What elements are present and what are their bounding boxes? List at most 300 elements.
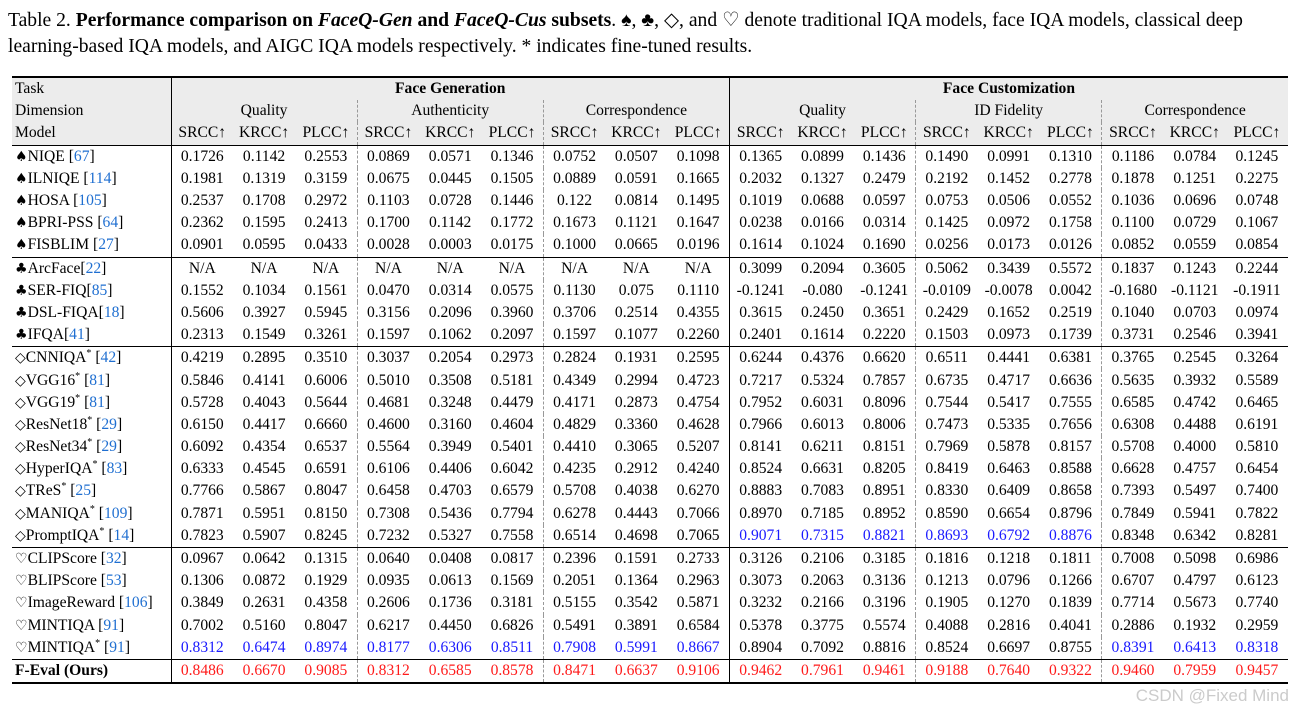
score-cell-ours: 0.7959 xyxy=(1164,659,1226,683)
score-cell: 0.6013 xyxy=(801,415,844,433)
score-cell: 0.6735 xyxy=(925,371,969,389)
score-cell: 0.3775 xyxy=(801,616,844,634)
citation-link[interactable]: 109 xyxy=(103,504,128,522)
dimension-header: Authenticity xyxy=(357,100,543,122)
score-cell: 0.0507 xyxy=(605,145,667,168)
citation-link[interactable]: 29 xyxy=(101,415,117,433)
score-cell-ours: 0.7640 xyxy=(978,659,1040,683)
model-name: ◇PromptIQA* [14] xyxy=(12,525,171,548)
score-cell: 0.4171 xyxy=(553,393,596,411)
score-cell: 0.8693 xyxy=(925,526,969,544)
finetuned-marker: * xyxy=(75,392,81,404)
score-cell: 0.8318 xyxy=(1235,638,1279,656)
score-cell: 0.0591 xyxy=(614,169,658,187)
citation-link[interactable]: 29 xyxy=(101,438,117,456)
score-cell: 0.5951 xyxy=(242,504,286,522)
citation-link[interactable]: 106 xyxy=(124,594,148,612)
score-cell: 0.0042 xyxy=(1040,280,1102,302)
model-name-text: NIQE xyxy=(27,147,65,165)
score-cell: 0.1929 xyxy=(295,570,357,592)
table-row xyxy=(12,458,1288,480)
score-cell: 0.2192 xyxy=(925,169,969,187)
score-cell: 0.6631 xyxy=(801,460,844,478)
score-cell: 0.1495 xyxy=(667,190,729,212)
score-cell: 0.4479 xyxy=(481,392,543,414)
score-cell: 0.0688 xyxy=(801,192,844,210)
score-cell: 0.6454 xyxy=(1235,460,1279,478)
score-cell: 0.4376 xyxy=(791,347,853,370)
model-name: ♣SER-FIQ[85] xyxy=(12,280,171,302)
score-cell: 0.2260 xyxy=(667,324,729,347)
model-name-text: CNNIQA xyxy=(25,349,87,367)
table-row xyxy=(12,392,1288,414)
score-cell: 0.6465 xyxy=(1235,393,1279,411)
score-cell: 0.1036 xyxy=(1111,192,1155,210)
citation-link[interactable]: 114 xyxy=(88,169,112,187)
score-cell: 0.6792 xyxy=(987,526,1031,544)
score-cell: 0.5327 xyxy=(428,526,472,544)
table-row xyxy=(12,145,1288,168)
score-cell: 0.7083 xyxy=(801,482,844,500)
metric-header: PLCC↑ xyxy=(295,122,357,145)
score-cell: 0.0974 xyxy=(1235,303,1279,321)
score-cell: -0.1241 xyxy=(854,280,916,302)
score-cell: 0.4406 xyxy=(428,460,472,478)
score-cell: 0.8330 xyxy=(925,482,969,500)
score-cell: 0.2973 xyxy=(481,347,543,370)
score-cell: 0.8755 xyxy=(1040,637,1102,660)
score-cell-ours: 0.8471 xyxy=(543,659,605,683)
model-name-text: VGG19 xyxy=(25,393,76,411)
score-cell: 0.5098 xyxy=(1164,547,1226,570)
citation-link[interactable]: 53 xyxy=(105,572,122,590)
score-cell: 0.0854 xyxy=(1235,236,1279,254)
score-cell: 0.2537 xyxy=(180,192,224,210)
score-cell: 0.8047 xyxy=(295,615,357,637)
caption-label: Table 2. xyxy=(8,10,71,31)
score-cell: 0.5207 xyxy=(667,436,729,458)
score-cell: 0.6537 xyxy=(295,436,357,458)
model-category-symbol: ◇ xyxy=(15,461,26,478)
citation-link[interactable]: 41 xyxy=(69,326,85,344)
score-cell: 0.8524 xyxy=(925,638,969,656)
score-cell: 0.2631 xyxy=(242,594,286,612)
score-cell: N/A xyxy=(605,257,667,280)
score-cell: 0.0696 xyxy=(1173,192,1217,210)
score-cell: 0.5497 xyxy=(1173,482,1217,500)
score-cell: 0.1142 xyxy=(233,145,295,168)
score-cell: 0.1110 xyxy=(667,280,729,302)
score-cell: 0.6591 xyxy=(295,458,357,480)
score-cell: 0.7558 xyxy=(481,525,543,548)
score-cell: 0.7822 xyxy=(1235,504,1279,522)
model-name-text: ILNIQE xyxy=(27,169,80,187)
score-cell: 0.0408 xyxy=(419,547,481,570)
score-cell: 0.0445 xyxy=(428,169,472,187)
score-cell: 0.0314 xyxy=(854,212,916,234)
citation-link[interactable]: 81 xyxy=(89,393,105,411)
score-cell: 0.1319 xyxy=(242,169,286,187)
score-cell: 0.3651 xyxy=(854,302,916,324)
score-cell: 0.2972 xyxy=(295,190,357,212)
model-name: ◇HyperIQA* [83] xyxy=(12,458,171,480)
table-caption xyxy=(8,8,1290,60)
score-cell: 0.7794 xyxy=(481,503,543,525)
model-category-symbol: ◇ xyxy=(15,372,26,389)
table-row xyxy=(12,168,1288,190)
score-cell: 0.1315 xyxy=(295,547,357,570)
model-name: ♠HOSA [105] xyxy=(12,190,171,212)
model-name-text: HyperIQA xyxy=(25,460,93,478)
score-cell: 0.6006 xyxy=(295,369,357,391)
score-cell: 0.4681 xyxy=(366,393,410,411)
score-cell: 0.1597 xyxy=(366,326,410,344)
finetuned-marker: * xyxy=(75,370,81,382)
model-name: ♡BLIPScore [53] xyxy=(12,570,171,592)
citation-link[interactable]: 91 xyxy=(109,638,125,656)
score-cell: 0.8951 xyxy=(854,480,916,502)
score-cell: 0.1837 xyxy=(1102,257,1164,280)
model-category-symbol: ♡ xyxy=(15,617,28,634)
citation-link[interactable]: 22 xyxy=(85,259,102,277)
citation-link[interactable]: 81 xyxy=(89,371,105,389)
score-cell: 0.6585 xyxy=(1111,393,1155,411)
score-cell: N/A xyxy=(295,257,357,280)
score-cell: 0.1839 xyxy=(1040,592,1102,614)
table-row xyxy=(12,190,1288,212)
score-cell: 0.6409 xyxy=(987,482,1031,500)
score-cell: 0.8974 xyxy=(295,637,357,660)
score-cell: 0.4600 xyxy=(366,415,410,433)
score-cell-ours: 0.9322 xyxy=(1040,659,1102,683)
score-cell: 0.0470 xyxy=(366,281,410,299)
citation-link[interactable]: 32 xyxy=(105,550,122,568)
score-cell: 0.1811 xyxy=(1040,547,1102,570)
score-cell: 0.7952 xyxy=(739,393,783,411)
table-row xyxy=(12,212,1288,234)
metric-header: SRCC↑ xyxy=(543,122,605,145)
model-name-text: ImageReward xyxy=(27,594,116,612)
citation-link[interactable]: 27 xyxy=(98,236,114,254)
model-name-text: PromptIQA xyxy=(25,526,100,544)
score-cell: 0.8952 xyxy=(854,503,916,525)
score-cell: 0.1098 xyxy=(667,145,729,168)
score-cell: N/A xyxy=(667,257,729,280)
score-cell: N/A xyxy=(419,257,481,280)
score-cell: 0.1700 xyxy=(366,214,410,232)
score-cell: 0.0433 xyxy=(295,234,357,257)
score-cell: 0.4219 xyxy=(171,347,233,370)
score-cell: 0.1772 xyxy=(481,212,543,234)
score-cell: 0.0991 xyxy=(978,145,1040,168)
score-cell: 0.6458 xyxy=(366,482,410,500)
score-cell: 0.3126 xyxy=(729,547,791,570)
score-cell: 0.6986 xyxy=(1226,547,1288,570)
score-cell: -0.1680 xyxy=(1108,281,1158,299)
score-cell: 0.4088 xyxy=(925,616,969,634)
metric-header: PLCC↑ xyxy=(1226,122,1288,145)
score-cell: 0.1503 xyxy=(925,326,969,344)
model-name: ♡ImageReward [106] xyxy=(12,592,171,614)
model-name: ◇TReS* [25] xyxy=(12,480,171,502)
score-cell: 0.2362 xyxy=(180,214,224,232)
score-cell: 0.2396 xyxy=(543,547,605,570)
model-name: ♣ArcFace[22] xyxy=(12,257,171,280)
model-name: ◇ResNet18* [29] xyxy=(12,414,171,436)
score-cell-ours: 0.9462 xyxy=(729,659,791,683)
model-name-text: DSL-FIQA xyxy=(27,303,99,321)
score-cell: 0.4757 xyxy=(1173,460,1217,478)
model-name-text: BPRI-PSS xyxy=(27,214,94,232)
score-cell: 0.1905 xyxy=(925,594,969,612)
score-cell: 0.2106 xyxy=(791,547,853,570)
score-cell: 0.6123 xyxy=(1235,572,1279,590)
caption-title-post: subsets xyxy=(546,10,612,31)
score-cell: 0.2244 xyxy=(1226,257,1288,280)
score-cell: N/A xyxy=(357,257,419,280)
score-cell: 0.5810 xyxy=(1235,438,1279,456)
score-cell: 0.1024 xyxy=(801,236,844,254)
score-cell: 0.3542 xyxy=(614,594,658,612)
citation-link[interactable]: 105 xyxy=(78,192,102,210)
score-cell: 0.7002 xyxy=(180,616,224,634)
score-cell: 0.5417 xyxy=(987,393,1031,411)
group-header: Face Generation xyxy=(171,77,729,100)
citation-link[interactable]: 85 xyxy=(91,281,108,299)
score-cell: 0.8419 xyxy=(925,460,969,478)
score-cell: 0.4545 xyxy=(242,460,286,478)
citation-link[interactable]: 18 xyxy=(103,303,120,321)
score-cell: 0.0642 xyxy=(233,547,295,570)
subset-1: FaceQ-Gen xyxy=(317,10,413,31)
model-name-text: BLIPScore xyxy=(27,572,97,590)
score-cell: 0.1981 xyxy=(180,169,224,187)
citation-link[interactable]: 64 xyxy=(102,214,119,232)
metric-header: KRCC↑ xyxy=(419,122,481,145)
score-cell: 0.1490 xyxy=(916,145,978,168)
model-name-text: SER-FIQ xyxy=(27,281,87,299)
finetuned-marker: * xyxy=(87,414,93,426)
score-cell: -0.1241 xyxy=(736,281,785,299)
score-cell: 0.0559 xyxy=(1173,236,1217,254)
score-cell-ours: 0.9188 xyxy=(916,659,978,683)
score-cell: 0.5155 xyxy=(553,594,596,612)
score-cell: 0.5708 xyxy=(553,482,596,500)
score-cell: 0.1647 xyxy=(667,212,729,234)
score-cell: 0.5324 xyxy=(801,371,844,389)
score-cell: 0.2032 xyxy=(739,169,783,187)
score-cell: 0.7714 xyxy=(1111,594,1155,612)
score-cell: 0.4349 xyxy=(553,371,596,389)
score-cell: 0.1878 xyxy=(1111,169,1155,187)
finetuned-marker: * xyxy=(99,525,105,537)
model-category-symbol: ♠ xyxy=(15,193,28,210)
table-row xyxy=(12,302,1288,324)
model-category-symbol: ◇ xyxy=(15,527,26,544)
score-cell: 0.0973 xyxy=(987,326,1031,344)
score-cell: 0.6211 xyxy=(801,438,844,456)
score-cell: 0.0752 xyxy=(543,145,605,168)
score-cell: 0.3927 xyxy=(242,303,286,321)
score-cell: 0.2816 xyxy=(987,616,1031,634)
score-cell: 0.6042 xyxy=(481,458,543,480)
ours-model-name: F-Eval (Ours) xyxy=(12,659,171,683)
model-name: ♠NIQE [67] xyxy=(12,145,171,168)
model-name-text: MINTIQA xyxy=(27,616,95,634)
score-cell: 0.1121 xyxy=(615,214,658,232)
score-cell: 0.8667 xyxy=(667,637,729,660)
table-row xyxy=(12,234,1288,257)
score-cell: 0.0675 xyxy=(366,169,410,187)
score-cell: 0.4717 xyxy=(987,371,1031,389)
score-cell: 0.8205 xyxy=(854,458,916,480)
task-label: Task xyxy=(12,77,171,100)
score-cell: 0.0314 xyxy=(428,281,472,299)
score-cell: 0.8157 xyxy=(1040,436,1102,458)
score-cell: 0.2051 xyxy=(553,572,596,590)
score-cell: 0.0784 xyxy=(1164,145,1226,168)
model-name: ♡MINTIQA [91] xyxy=(12,615,171,637)
finetuned-marker: * xyxy=(92,459,98,471)
score-cell: 0.7966 xyxy=(739,415,783,433)
score-cell: -0.080 xyxy=(802,281,843,299)
score-cell: 0.3065 xyxy=(614,438,658,456)
score-cell: 0.6217 xyxy=(366,616,410,634)
score-cell: 0.0196 xyxy=(667,234,729,257)
score-cell: 0.5871 xyxy=(667,592,729,614)
score-cell: 0.3181 xyxy=(481,592,543,614)
citation-link[interactable]: 25 xyxy=(75,482,91,500)
table-row xyxy=(12,570,1288,592)
score-cell: 0.7217 xyxy=(739,371,783,389)
score-cell: 0.6628 xyxy=(1111,460,1155,478)
score-cell: 0.0972 xyxy=(987,214,1031,232)
score-cell: 0.7857 xyxy=(854,369,916,391)
model-category-symbol: ♣ xyxy=(15,304,28,321)
finetuned-marker: * xyxy=(61,481,67,493)
model-name-text: CLIPScore xyxy=(27,550,97,568)
caption-title-pre: Performance comparison on xyxy=(75,10,318,31)
score-cell: 0.0238 xyxy=(739,214,783,232)
score-cell: 0.2606 xyxy=(366,594,410,612)
score-cell: 0.3932 xyxy=(1173,371,1217,389)
score-cell: 0.1346 xyxy=(481,145,543,168)
model-category-symbol: ♠ xyxy=(15,148,28,165)
score-cell: 0.7555 xyxy=(1040,392,1102,414)
model-category-symbol: ◇ xyxy=(15,505,26,522)
table-row xyxy=(12,637,1288,660)
score-cell: 0.6270 xyxy=(667,480,729,502)
score-cell: 0.0613 xyxy=(428,572,472,590)
score-cell: 0.5878 xyxy=(987,438,1031,456)
model-name: ◇VGG19* [81] xyxy=(12,392,171,414)
score-cell: 0.1436 xyxy=(854,145,916,168)
score-cell-ours: 0.6637 xyxy=(605,659,667,683)
score-cell: 0.8245 xyxy=(295,525,357,548)
score-cell: 0.8821 xyxy=(854,525,916,548)
score-cell: 0.4235 xyxy=(553,460,596,478)
dimension-header: Correspondence xyxy=(543,100,729,122)
score-cell: 0.5378 xyxy=(739,616,783,634)
score-cell: 0.1614 xyxy=(739,236,783,254)
score-cell: 0.1243 xyxy=(1164,257,1226,280)
dimension-header: Quality xyxy=(171,100,357,122)
citation-link[interactable]: 83 xyxy=(106,460,123,478)
score-cell: 0.1067 xyxy=(1235,214,1279,232)
score-cell: 0.6333 xyxy=(180,460,224,478)
score-cell: 0.3160 xyxy=(428,415,472,433)
score-cell: 0.6584 xyxy=(667,615,729,637)
score-cell: 0.1130 xyxy=(553,281,596,299)
model-name: ♠FISBLIM [27] xyxy=(12,234,171,257)
score-cell: 0.5945 xyxy=(295,302,357,324)
score-cell: 0.6278 xyxy=(553,504,596,522)
score-cell: 0.8281 xyxy=(1235,526,1279,544)
metric-header: SRCC↑ xyxy=(916,122,978,145)
model-name-text: ResNet34 xyxy=(25,438,88,456)
watermark: CSDN @Fixed Mind xyxy=(1135,686,1289,705)
score-cell: 0.2912 xyxy=(614,460,658,478)
score-cell: 0.4443 xyxy=(614,504,658,522)
score-cell: 0.5160 xyxy=(242,616,286,634)
table-row xyxy=(12,257,1288,280)
metric-header: KRCC↑ xyxy=(978,122,1040,145)
score-cell-ours: 0.9106 xyxy=(667,659,729,683)
score-cell: 0.2313 xyxy=(180,326,224,344)
score-cell: 0.8096 xyxy=(854,392,916,414)
metric-header: KRCC↑ xyxy=(605,122,667,145)
score-cell: 0.4043 xyxy=(242,393,286,411)
score-cell: 0.0728 xyxy=(428,192,472,210)
score-cell: 0.0595 xyxy=(242,236,286,254)
score-cell: 0.3261 xyxy=(295,324,357,347)
score-cell: 0.8658 xyxy=(1040,480,1102,502)
citation-link[interactable]: 91 xyxy=(103,616,119,634)
score-cell: 0.1561 xyxy=(295,280,357,302)
score-cell: 0.2166 xyxy=(801,594,844,612)
score-cell: 0.0935 xyxy=(366,572,410,590)
score-cell: 0.2413 xyxy=(295,212,357,234)
score-cell: 0.8511 xyxy=(481,637,543,660)
score-cell: 0.3510 xyxy=(295,347,357,370)
score-cell: 0.6308 xyxy=(1111,415,1155,433)
score-cell: 0.1758 xyxy=(1040,212,1102,234)
header-row-task xyxy=(12,77,1288,100)
score-cell: 0.2429 xyxy=(925,303,969,321)
score-cell: 0.6654 xyxy=(987,504,1031,522)
score-cell-ours: 0.6670 xyxy=(233,659,295,683)
citation-link[interactable]: 42 xyxy=(100,349,117,367)
score-cell: 0.6474 xyxy=(242,638,286,656)
model-category-symbol: ♣ xyxy=(15,282,28,299)
score-cell: 0.0814 xyxy=(614,192,658,210)
score-cell: 0.4041 xyxy=(1040,615,1102,637)
score-cell: 0.0852 xyxy=(1111,236,1155,254)
model-category-symbol: ♣ xyxy=(15,327,28,344)
citation-link[interactable]: 67 xyxy=(73,147,90,165)
score-cell: 0.7393 xyxy=(1111,482,1155,500)
score-cell: 0.5606 xyxy=(180,303,224,321)
score-cell: 0.1652 xyxy=(987,303,1031,321)
model-name: ♣IFQA[41] xyxy=(12,324,171,347)
score-cell: 0.0899 xyxy=(791,145,853,168)
score-cell: 0.3706 xyxy=(553,303,596,321)
score-cell: 0.7473 xyxy=(925,415,969,433)
score-cell: 0.0575 xyxy=(481,280,543,302)
score-cell: 0.9071 xyxy=(739,526,783,544)
model-category-symbol: ◇ xyxy=(15,394,26,411)
citation-link[interactable]: 14 xyxy=(113,526,130,544)
